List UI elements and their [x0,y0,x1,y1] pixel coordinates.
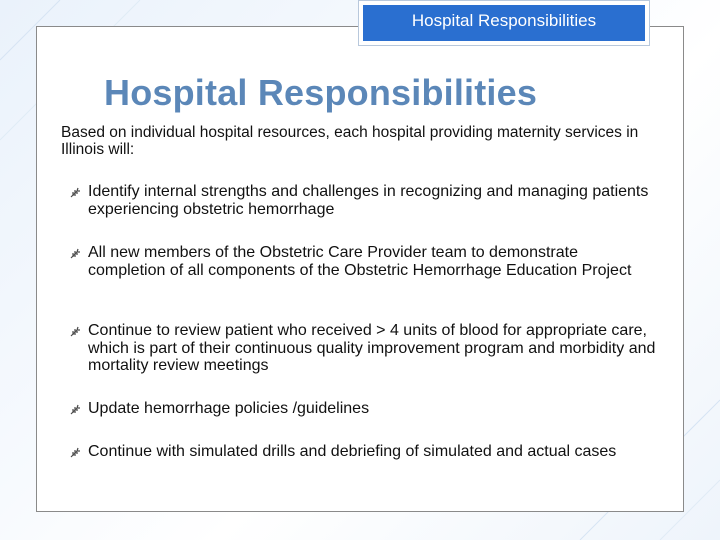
feather-bullet-icon [70,245,84,259]
bullet-text: Update hemorrhage policies /guidelines [88,400,370,417]
feather-bullet-icon [70,444,84,458]
bullet-text: All new members of the Obstetric Care Provider team to demonstrate completion of all components of the Obstetric Hemorrhage Education Project [88,244,632,279]
feather-bullet-icon [70,184,84,198]
bullet-text: Continue with simulated drills and debriefing of simulated and actual cases [88,443,617,460]
header-tab-label: Hospital Responsibilities [363,5,645,41]
intro-text: Based on individual hospital resources, each hospital providing maternity services in Illinois will: [61,124,639,158]
feather-bullet-icon [70,401,84,415]
bullet-text: Identify internal strengths and challenges in recognizing and managing patients experiencing obstetric hemorrhage [88,183,649,218]
header-tab [358,0,650,46]
bullet-text: Continue to review patient who received > 4 units of blood for appropriate care, which is part of their continuous quality improvement program and morbidity and mortality review meetings [88,322,656,374]
feather-bullet-icon [70,323,84,337]
slide-title: Hospital Responsibilities [104,72,538,113]
